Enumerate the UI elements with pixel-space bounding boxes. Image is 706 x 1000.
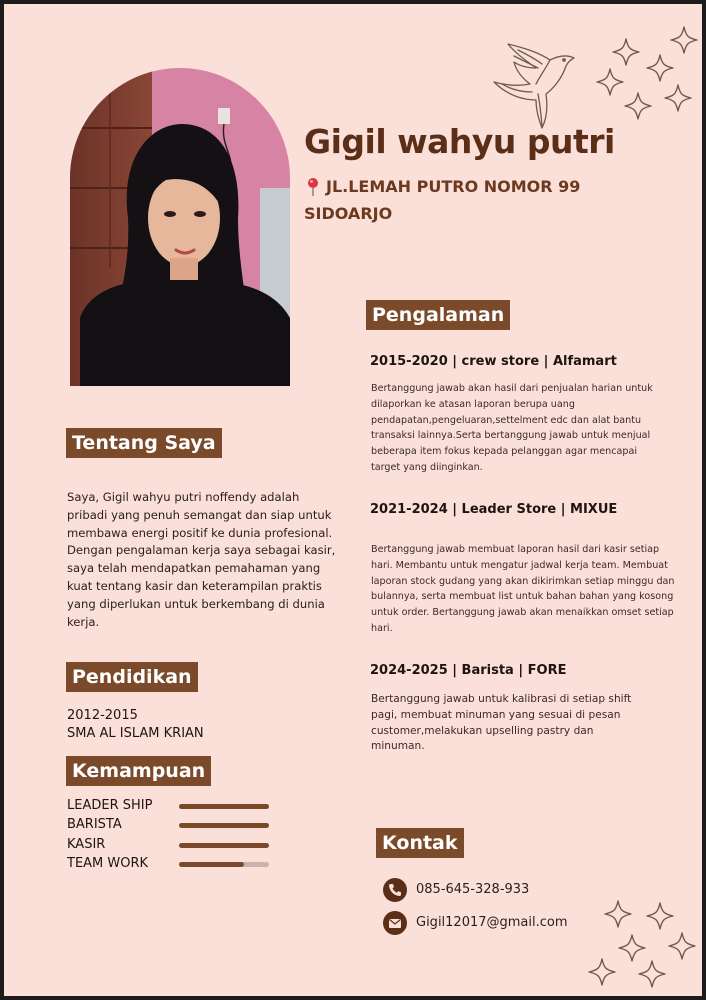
skills-heading: Kemampuan bbox=[66, 756, 211, 786]
address-line-2: SIDOARJO bbox=[304, 204, 393, 223]
skill-row bbox=[67, 797, 277, 815]
swallow-bird-icon bbox=[488, 38, 588, 132]
about-text bbox=[67, 489, 357, 631]
skill-bar bbox=[179, 862, 269, 867]
job-desc-line: transaksi lainnya.Serta bertanggung jawab untuk menjual bbox=[371, 430, 651, 442]
job-desc-line: pendapatan,pengeluaran,settelment edc dan alat bantu bbox=[371, 414, 642, 426]
job-desc-line: beberapa item fokus kepada pelanggan agar mencapai bbox=[371, 446, 638, 458]
job-desc-line: untuk order. Bertanggung jawab akan menaikkan omset setiap bbox=[371, 607, 674, 619]
skill-row bbox=[67, 816, 277, 834]
job-desc-line: minuman. bbox=[371, 740, 425, 753]
job-desc-line: Bertanggung jawab akan hasil dari penjualan harian untuk bbox=[371, 383, 653, 394]
skill-row bbox=[67, 836, 277, 854]
experience-heading: Pengalaman bbox=[366, 300, 510, 330]
about-line: kuat tentang kasir dan keterampilan praktis bbox=[67, 578, 322, 593]
about-line: pribadi yang penuh semangat dan siap untuk bbox=[67, 507, 332, 522]
resume-page bbox=[4, 4, 702, 996]
skill-label: TEAM WORK bbox=[67, 856, 149, 871]
pin-icon bbox=[306, 177, 320, 197]
job-desc-line: Bertanggung jawab membuat laporan hasil dari kasir setiap bbox=[371, 544, 660, 555]
job-desc-line: bulannya, serta membuat list untuk bahan bahan yang kosong bbox=[371, 591, 674, 603]
about-line: Dengan pengalaman kerja saya sebagai kasir, bbox=[67, 543, 336, 558]
education-years: 2012-2015 bbox=[67, 708, 138, 723]
address-line-1: JL.LEMAH PUTRO NOMOR 99 bbox=[326, 177, 581, 196]
job-title: 2024-2025 | Barista | FORE bbox=[370, 663, 567, 678]
mail-icon bbox=[382, 910, 408, 936]
contact-email[interactable]: Gigil12017@gmail.com bbox=[416, 915, 568, 930]
job-desc-line: Bertanggung jawab untuk kalibrasi di setiap shift bbox=[371, 693, 632, 705]
about-line: saya telah mendapatkan pemahaman yang bbox=[67, 561, 321, 576]
about-heading: Tentang Saya bbox=[66, 428, 222, 458]
about-line: Saya, Gigil wahyu putri noffendy adalah bbox=[67, 490, 300, 504]
job-description bbox=[371, 692, 671, 755]
contact-phone[interactable]: 085-645-328-933 bbox=[416, 882, 530, 897]
skill-row bbox=[67, 855, 277, 873]
sparkle-stars-bottom bbox=[588, 890, 700, 996]
skill-label: BARISTA bbox=[67, 817, 122, 832]
job-description bbox=[371, 381, 696, 476]
job-description bbox=[371, 542, 696, 637]
education-heading: Pendidikan bbox=[66, 662, 198, 692]
about-line: yang diperlukan untuk berkembang di dunia bbox=[67, 596, 325, 611]
sparkle-stars-top bbox=[588, 18, 700, 130]
contact-heading: Kontak bbox=[376, 828, 464, 858]
candidate-name: Gigil wahyu putri bbox=[304, 122, 615, 161]
skill-bar bbox=[179, 843, 269, 848]
skill-bar bbox=[179, 823, 269, 828]
skill-label: KASIR bbox=[67, 837, 106, 852]
skill-bar bbox=[179, 804, 269, 809]
skill-label: LEADER SHIP bbox=[67, 798, 153, 813]
job-desc-line: target yang diinginkan. bbox=[371, 461, 483, 473]
job-desc-line: pagi, membuat minuman yang sesuai di pesan bbox=[371, 708, 621, 721]
job-desc-line: dilaporkan ke atasan laporan berupa uang bbox=[371, 398, 575, 410]
job-desc-line: customer,melakukan upselling pastry dan bbox=[371, 724, 594, 737]
job-desc-line: hari. bbox=[371, 622, 393, 634]
about-line: kerja. bbox=[67, 614, 100, 629]
job-desc-line: hari. Membantu untuk mengatur jadwal kerja team. Membuat bbox=[371, 559, 668, 571]
about-line: membawa energi positif ke dunia profesional. bbox=[67, 525, 333, 540]
job-title: 2015-2020 | crew store | Alfamart bbox=[370, 354, 617, 369]
phone-icon bbox=[382, 877, 408, 903]
job-title: 2021-2024 | Leader Store | MIXUE bbox=[370, 502, 618, 517]
job-desc-line: laporan stock gudang yang akan dikirimkan setiap minggu dan bbox=[371, 575, 675, 587]
education-school: SMA AL ISLAM KRIAN bbox=[67, 726, 204, 741]
profile-photo bbox=[70, 68, 290, 386]
